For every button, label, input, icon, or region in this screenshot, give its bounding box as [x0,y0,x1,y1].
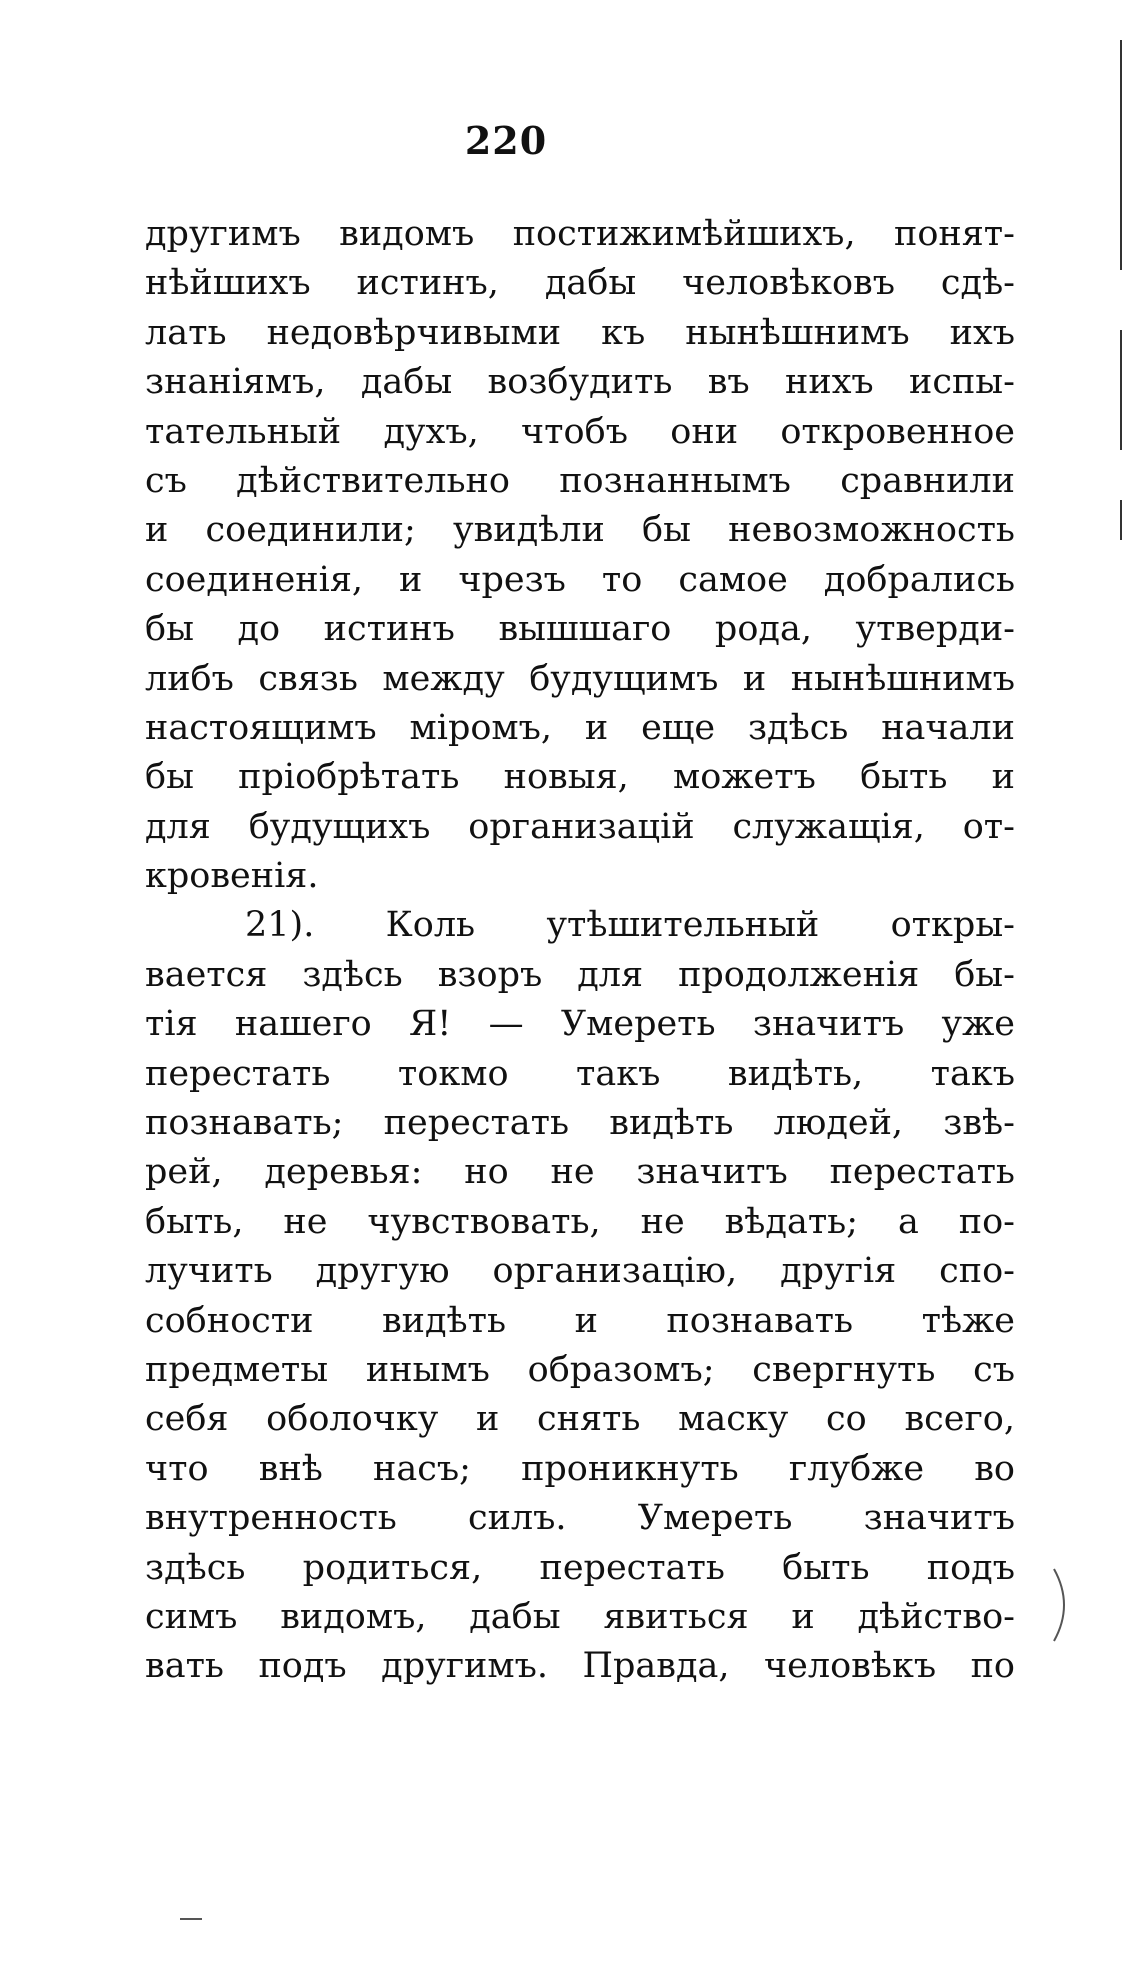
text-line: собности видѣть и познавать тѣже [145,1300,1015,1341]
text-line: и соединили; увидѣли бы невозможность [145,510,1015,551]
text-line: лать недовѣрчивыми къ нынѣшнимъ ихъ [145,312,1015,353]
text-line: быть, не чувствовать, не вѣдать; а по- [145,1201,1015,1242]
text-line: тія нашего Я! — Умереть значитъ уже [145,1004,1015,1045]
text-line: познавать; перестать видѣть людей, звѣ- [145,1103,1015,1144]
text-line: вать подъ другимъ. Правда, человѣкъ по [145,1646,1015,1687]
text-line: нѣйшихъ истинъ, дабы человѣковъ сдѣ- [145,263,1015,304]
text-line: рей, деревья: но не значитъ перестать [145,1152,1015,1193]
text-line: лучить другую организацію, другія спо- [145,1251,1015,1292]
text-line: что внѣ насъ; проникнуть глубже во [145,1448,1015,1489]
text-line: симъ видомъ, дабы явиться и дѣйство- [145,1596,1015,1637]
text-line: бы пріобрѣтать новыя, можетъ быть и [145,757,1015,798]
page-edge-line [1120,40,1122,270]
text-line: здѣсь родиться, перестать быть подъ [145,1547,1015,1588]
paragraph-start-line: 21). Коль утѣшительный откры- [245,905,1015,946]
text-line: съ дѣйствительно познаннымъ сравнили [145,460,1015,501]
page-number: 220 [464,118,548,163]
page-edge-line [1120,330,1122,450]
text-line: для будущихъ организацій служащія, от- [145,806,1015,847]
text-line: знаніямъ, дабы возбудить въ нихъ испы- [145,362,1015,403]
body-text [145,210,1015,1692]
text-line: себя оболочку и снять маску со всего, [145,1399,1015,1440]
margin-bracket-mark [1048,1565,1078,1645]
text-line: бы до истинъ вышшаго рода, утверди- [145,609,1015,650]
text-line: настоящимъ міромъ, и еще здѣсь начали [145,707,1015,748]
text-line: либъ связь между будущимъ и нынѣшнимъ [145,658,1015,699]
margin-dash-mark [180,1918,202,1920]
text-line: внутренность силъ. Умереть значитъ [145,1498,1015,1539]
text-line: тательный духъ, чтобъ они откровенное [145,411,1015,452]
text-line: кровенія. [145,856,319,897]
text-line: перестать токмо такъ видѣть, такъ [145,1053,1015,1094]
text-line: предметы инымъ образомъ; свергнуть съ [145,1349,1015,1390]
text-line: вается здѣсь взоръ для продолженія бы- [145,954,1015,995]
text-line: другимъ видомъ постижимѣйшихъ, понят- [145,214,1015,254]
page-edge-line [1120,500,1122,540]
text-line: соединенія, и чрезъ то самое добрались [145,559,1015,600]
